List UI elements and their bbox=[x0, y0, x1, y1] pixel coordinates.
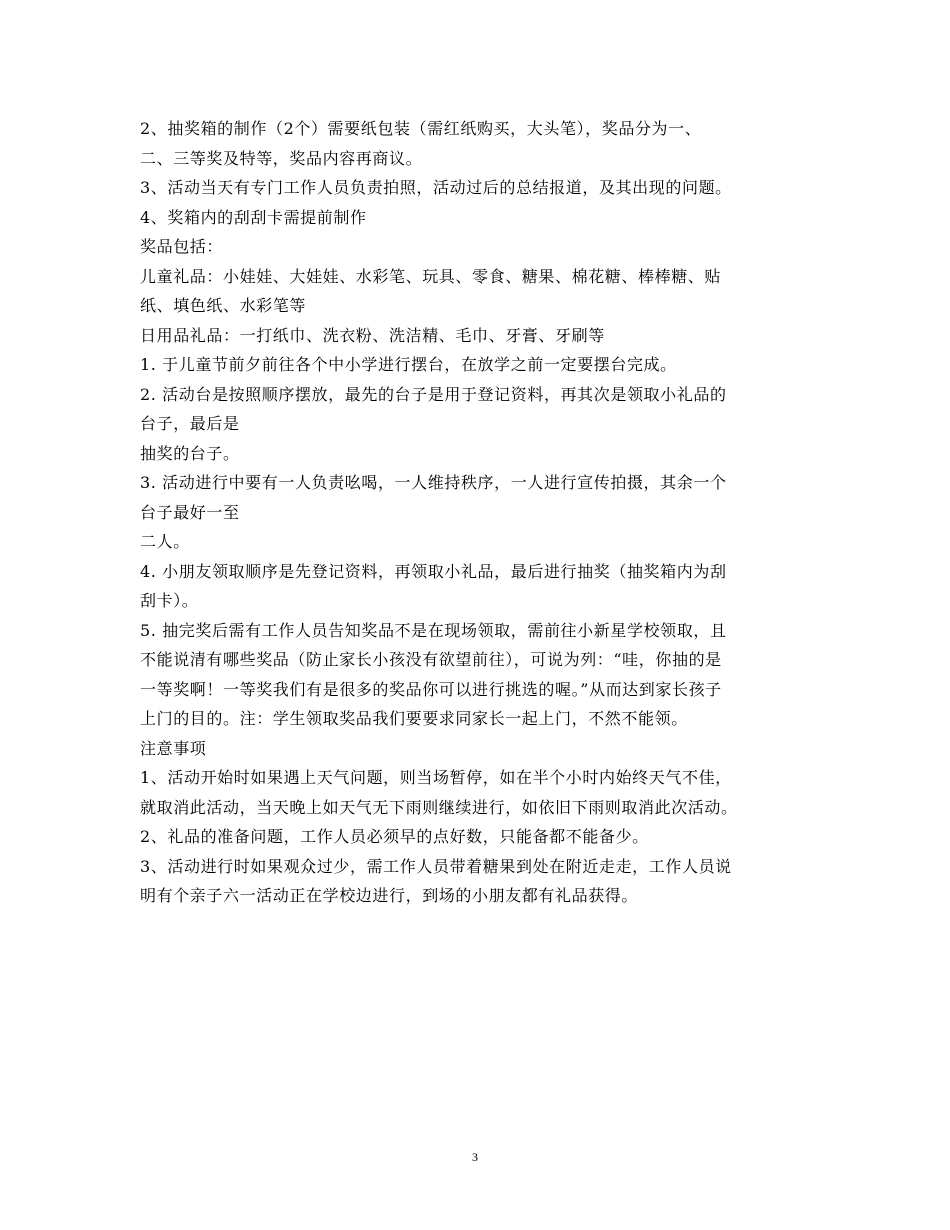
text-line: 台子最好一至 bbox=[140, 502, 240, 522]
text-line: 台子，最后是 bbox=[140, 414, 240, 433]
text-line: 儿童礼品：小娃娃、大娃娃、水彩笔、玩具、零食、糖果、棉花糖、棒棒糖、贴 bbox=[140, 266, 722, 286]
text-line: 3、活动当天有专门工作人员负责拍照，活动过后的总结报道，及其出现的问题。 bbox=[140, 178, 732, 197]
text-line: 一等奖啊！一等奖我们有是很多的奖品你可以进行挑选的喔。”从而达到家长孩子 bbox=[140, 679, 722, 699]
text-line: 不能说清有哪些奖品（防止家长小孩没有欲望前往），可说为列：“哇，你抽的是 bbox=[140, 650, 722, 669]
section-heading-notes: 注意事项 bbox=[140, 738, 207, 758]
text-line: 就取消此活动，当天晚上如天气无下雨则继续进行，如依旧下雨则取消此次活动。 bbox=[140, 797, 738, 817]
text-line: 5. 抽完奖后需有工作人员告知奖品不是在现场领取，需前往小新星学校领取，且 bbox=[140, 620, 727, 640]
text-line: 3、活动进行时如果观众过少，需工作人员带着糖果到处在附近走走，工作人员说 bbox=[140, 856, 732, 876]
text-line: 明有个亲子六一活动正在学校边进行，到场的小朋友都有礼品获得。 bbox=[140, 886, 639, 905]
text-line: 纸、填色纸、水彩笔等 bbox=[140, 296, 307, 315]
text-line: 二人。 bbox=[140, 532, 190, 551]
text-line: 3. 活动进行中要有一人负责吆喝，一人维持秩序，一人进行宣传拍摄，其余一个 bbox=[140, 473, 727, 492]
text-line: 日用品礼品：一打纸巾、洗衣粉、洗洁精、毛巾、牙膏、牙刷等 bbox=[140, 325, 605, 345]
text-line: 1、活动开始时如果遇上天气问题，则当场暂停，如在半个小时内始终天气不佳， bbox=[140, 768, 732, 787]
text-line: 二、三等奖及特等，奖品内容再商议。 bbox=[140, 148, 423, 168]
section-heading-prizes: 奖品包括： bbox=[140, 237, 224, 256]
page-number: 3 bbox=[472, 1150, 478, 1164]
text-line: 4、奖箱内的刮刮卡需提前制作 bbox=[140, 207, 367, 227]
text-line: 4. 小朋友领取顺序是先登记资料，再领取小礼品，最后进行抽奖（抽奖箱内为刮 bbox=[140, 561, 727, 581]
text-line: 2、礼品的准备问题，工作人员必须早的点好数，只能备都不能备少。 bbox=[140, 827, 649, 846]
text-line: 抽奖的台子。 bbox=[140, 443, 240, 463]
text-line: 2. 活动台是按照顺序摆放，最先的台子是用于登记资料，再其次是领取小礼品的 bbox=[140, 384, 727, 404]
text-line: 刮卡）。 bbox=[140, 591, 199, 610]
text-line: 上门的目的。注：学生领取奖品我们要要求同家长一起上门，不然不能领。 bbox=[140, 709, 688, 728]
text-line: 1. 于儿童节前夕前往各个中小学进行摆台，在放学之前一定要摆台完成。 bbox=[140, 355, 677, 374]
text-line: 2、抽奖箱的制作（2个）需要纸包装（需红纸购买，大头笔），奖品分为一、 bbox=[140, 119, 702, 138]
document-body bbox=[140, 114, 816, 911]
